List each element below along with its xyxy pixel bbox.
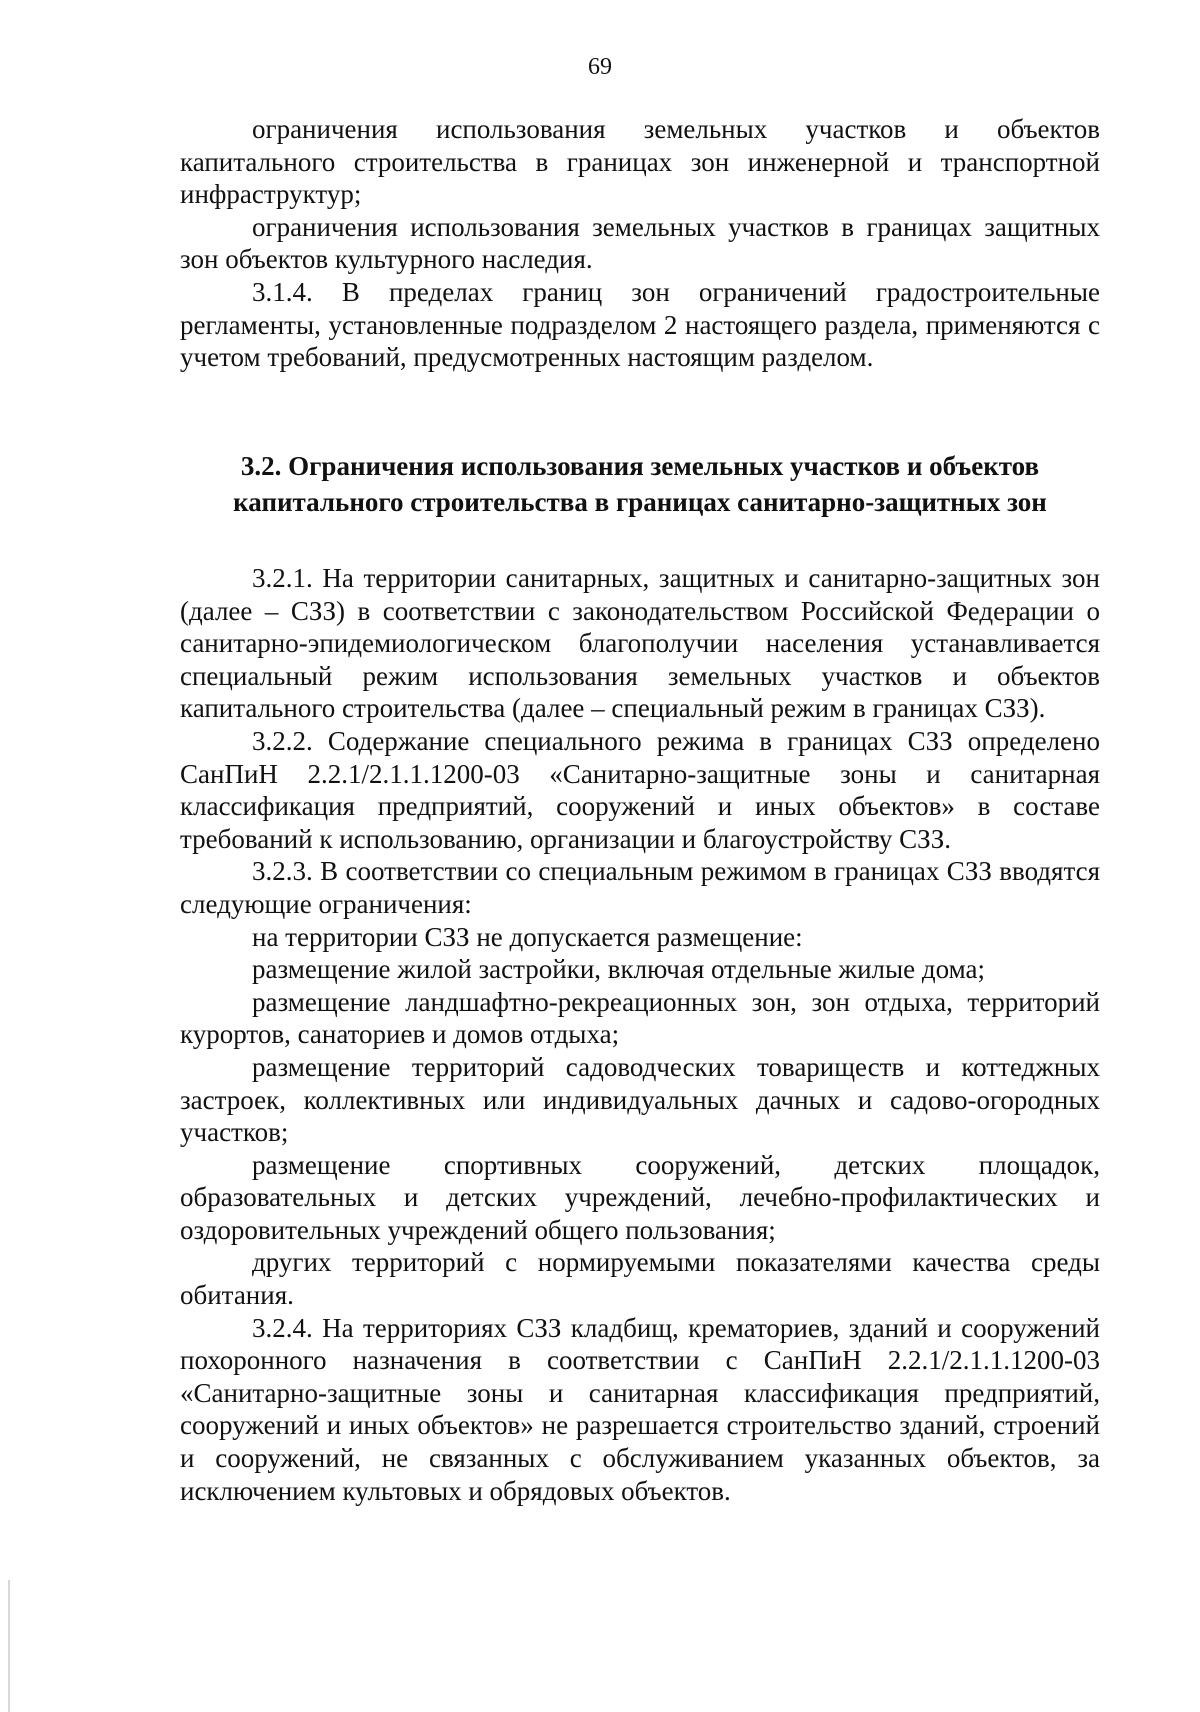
- page-number: 69: [588, 54, 612, 80]
- intro-paragraph-2: ограничения использования земельных участков в границах защитных зон объектов культурного наследия.: [180, 211, 1100, 275]
- section-heading: [180, 448, 1100, 520]
- clause-3-2-3: 3.2.3. В соответствии со специальным режимом в границах СЗЗ вводятся следующие ограничения:: [180, 856, 1100, 919]
- restriction-item-5: других территорий с нормируемыми показателями качества среды обитания.: [180, 1247, 1100, 1311]
- restriction-item-3: размещение территорий садоводческих товариществ и коттеджных застроек, коллективных или индивидуальных дачных и садово-огородных участков;: [180, 1051, 1100, 1148]
- section-heading-line-1: 3.2. Ограничения использования земельных участков и объектов: [240, 451, 1040, 481]
- section-text-block: [180, 562, 1100, 1507]
- intro-paragraph-1: ограничения использования земельных участков и объектов капитального строительства в границах зон инженерной и транспортной инфраструктур;: [180, 114, 1100, 210]
- scan-edge-line: [8, 1580, 10, 1712]
- restriction-item-4: размещение спортивных сооружений, детских площадок, образовательных и детских учреждений, лечебно-профилактических и оздоровительных учреждений общего пользования;: [180, 1149, 1100, 1245]
- clause-3-2-1: 3.2.1. На территории санитарных, защитных и санитарно-защитных зон (далее – СЗЗ) в соответствии с законодательством Российской Федерации о санитарно-эпидемиологическом благополучии населения устанавливается специальный режим использования земельных участков и объектов капитального строительства (далее – специальный режим в границах СЗЗ).: [180, 563, 1100, 724]
- section-heading-line-2: капитального строительства в границах санитарно-защитных зон: [233, 487, 1047, 517]
- restriction-intro: на территории СЗЗ не допускается размещение:: [252, 921, 803, 952]
- restriction-item-2: размещение ландшафтно-рекреационных зон, зон отдыха, территорий курортов, санаториев и домов отдыха;: [180, 986, 1100, 1050]
- restriction-item-1: размещение жилой застройки, включая отдельные жилые дома;: [252, 954, 985, 985]
- clause-3-2-4: 3.2.4. На территориях СЗЗ кладбищ, крематориев, зданий и сооружений похоронного назначения в соответствии с СанПиН 2.2.1/2.1.1.1200-03 «Санитарно-защитные зоны и санитарная классификация предприятий, сооружений и иных объектов» не разрешается строительство зданий, строений и сооружений, не связанных с обслуживанием указанных объектов, за исключением культовых и обрядовых объектов.: [180, 1312, 1100, 1506]
- clause-3-2-2: 3.2.2. Содержание специального режима в границах СЗЗ определено СанПиН 2.2.1/2.1.1.1200-03 «Санитарно-защитные зоны и санитарная классификация предприятий, сооружений и иных объектов» в составе требований к использованию, организации и благоустройству СЗЗ.: [180, 725, 1100, 854]
- intro-text-block: [180, 113, 1100, 374]
- intro-paragraph-3: 3.1.4. В пределах границ зон ограничений градостроительные регламенты, установленные подразделом 2 настоящего раздела, применяются с учетом требований, предусмотренных настоящим разделом.: [180, 276, 1100, 373]
